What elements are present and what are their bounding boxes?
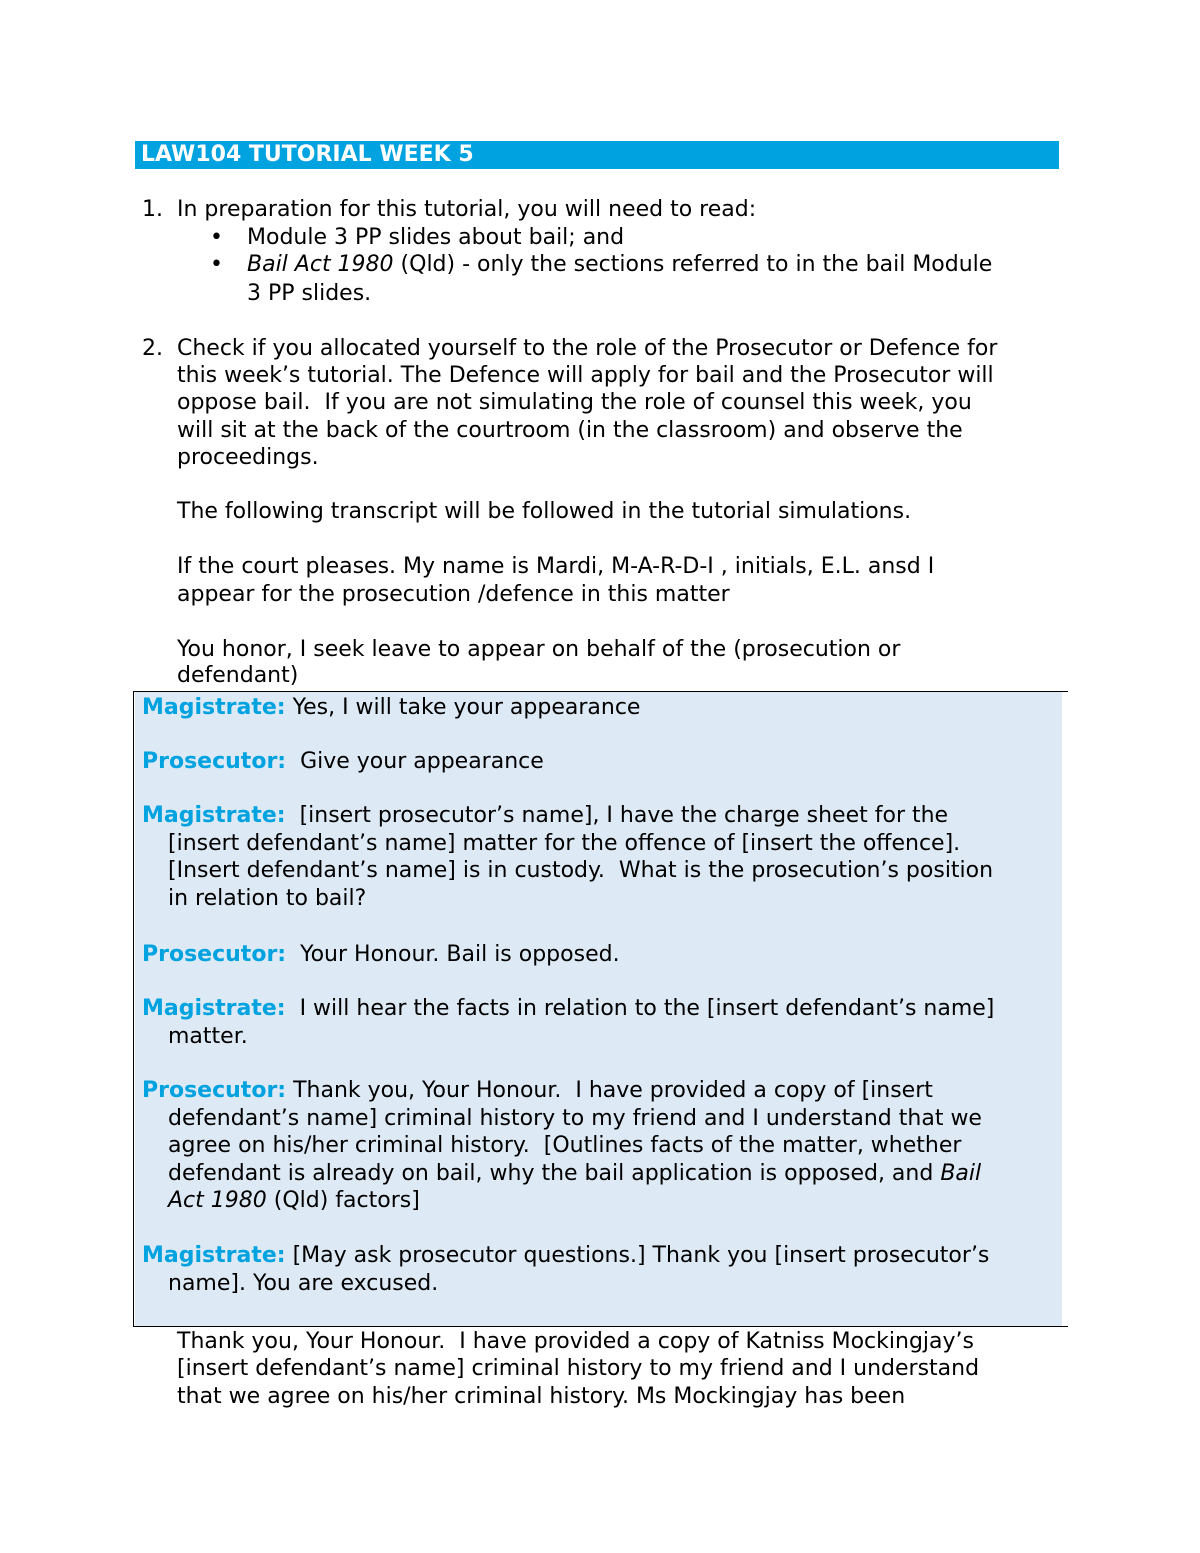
dialogue-text: Yes, I will take your appearance <box>285 695 641 720</box>
speaker-label: Magistrate: <box>142 1243 286 1268</box>
bullet-2-line-2: 3 PP slides. <box>247 281 372 306</box>
dialogue-text: name]. You are excused. <box>168 1271 439 1296</box>
dialogue-text-part: (Qld) factors] <box>266 1188 420 1213</box>
bullet-2-rest: (Qld) - only the sections referred to in the bail Module <box>393 252 993 277</box>
dialogue-turn <box>142 802 1057 830</box>
item-2-line: Check if you allocated yourself to the role of the Prosecutor or Defence for <box>177 336 998 361</box>
item-1-number: 1. <box>142 197 163 222</box>
transcript-intro: The following transcript will be followed in the tutorial simulations. <box>177 499 912 524</box>
act-title-italic: Bail <box>940 1161 982 1186</box>
bullet-2-line-1 <box>247 251 1059 279</box>
dialogue-turn <box>142 748 1057 776</box>
appearance-line: If the court pleases. My name is Mardi, M-A-R-D-I , initials, E.L. ansd I <box>177 554 935 579</box>
dialogue-text <box>168 1187 420 1215</box>
dialogue-text: defendant’s name] criminal history to my friend and I understand that we <box>168 1106 982 1131</box>
dialogue-text: Give your appearance <box>286 749 544 774</box>
dialogue-text: I will hear the facts in relation to the [insert defendant’s name] <box>285 996 995 1021</box>
dialogue-text: [insert defendant’s name] matter for the offence of [insert the offence]. <box>168 831 961 856</box>
dialogue-text: [Insert defendant’s name] is in custody. What is the prosecution’s position <box>168 858 994 883</box>
dialogue-turn <box>142 1242 1057 1270</box>
bullet-dot: • <box>210 252 223 277</box>
item-2-number: 2. <box>142 336 163 361</box>
act-title-italic: Act 1980 <box>168 1188 267 1213</box>
dialogue-turn <box>142 1077 1057 1105</box>
speaker-label: Magistrate: <box>142 996 286 1021</box>
item-2-line: proceedings. <box>177 445 319 470</box>
item-1-text: In preparation for this tutorial, you will need to read: <box>177 197 757 222</box>
dialogue-text: [May ask prosecutor questions.] Thank you [insert prosecutor’s <box>285 1243 990 1268</box>
item-2-line: oppose bail. If you are not simulating the role of counsel this week, you <box>177 390 972 415</box>
appearance-line: appear for the prosecution /defence in this matter <box>177 582 730 607</box>
dialogue-text <box>168 1160 981 1188</box>
speaker-label: Prosecutor: <box>142 942 287 967</box>
leave-line: defendant) <box>177 663 299 688</box>
speaker-label: Magistrate: <box>142 695 286 720</box>
dialogue-text-part: defendant is already on bail, why the bail application is opposed, and <box>168 1161 941 1186</box>
dialogue-text: [insert prosecutor’s name], I have the charge sheet for the <box>285 803 949 828</box>
bullet-1-text: Module 3 PP slides about bail; and <box>247 225 625 250</box>
closing-line: [insert defendant’s name] criminal history to my friend and I understand <box>177 1356 980 1381</box>
dialogue-turn <box>142 995 1057 1023</box>
dialogue-text: agree on his/her criminal history. [Outlines facts of the matter, whether <box>168 1133 962 1158</box>
speaker-label: Prosecutor: <box>142 1078 287 1103</box>
dialogue-text: Thank you, Your Honour. I have provided a copy of [insert <box>286 1078 933 1103</box>
dialogue-text: Your Honour. Bail is opposed. <box>286 942 620 967</box>
page-title: LAW104 TUTORIAL WEEK 5 <box>135 141 1059 169</box>
act-title-italic: Bail Act 1980 <box>247 252 394 277</box>
dialogue-text: matter. <box>168 1024 248 1049</box>
item-2-line: this week’s tutorial. The Defence will apply for bail and the Prosecutor will <box>177 363 994 388</box>
dialogue-turn <box>142 694 1057 722</box>
speaker-label: Magistrate: <box>142 803 286 828</box>
dialogue-text: in relation to bail? <box>168 886 367 911</box>
closing-line: that we agree on his/her criminal history. Ms Mockingjay has been <box>177 1384 906 1409</box>
item-2-line: will sit at the back of the courtroom (in the classroom) and observe the <box>177 418 963 443</box>
speaker-label: Prosecutor: <box>142 749 287 774</box>
dialogue-turn <box>142 941 1057 969</box>
leave-line: You honor, I seek leave to appear on behalf of the (prosecution or <box>177 637 901 662</box>
closing-line: Thank you, Your Honour. I have provided a copy of Katniss Mockingjay’s <box>177 1329 974 1354</box>
bullet-dot: • <box>210 225 223 250</box>
